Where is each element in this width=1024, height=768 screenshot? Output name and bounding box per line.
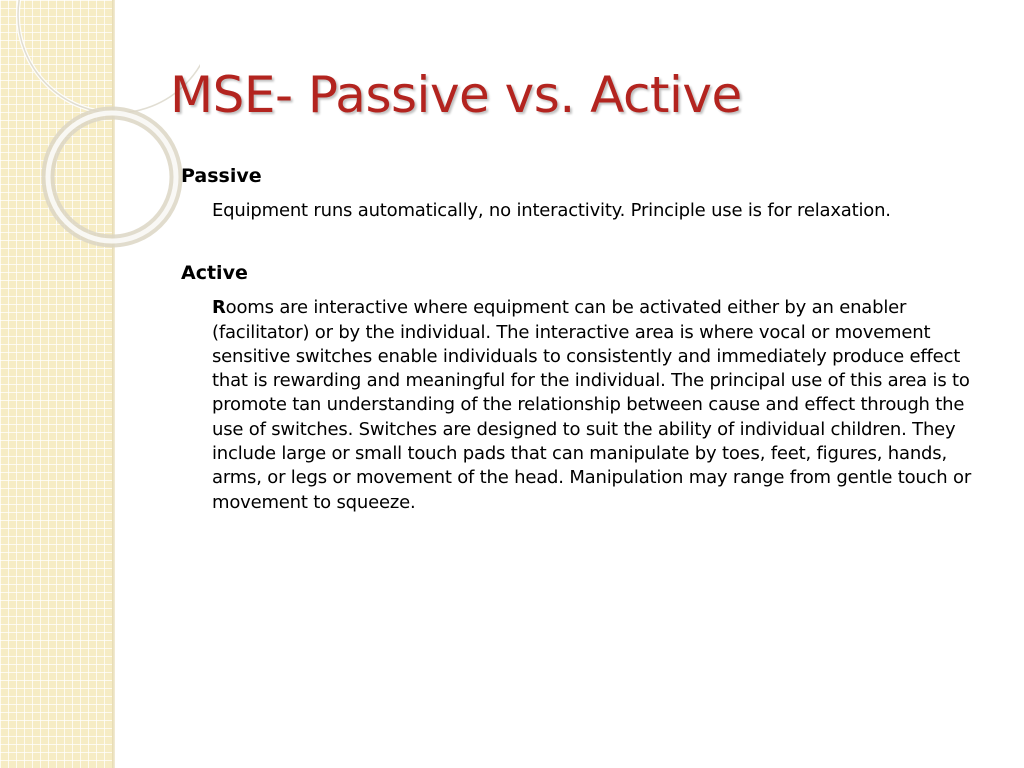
decorative-ring-small-highlight [48,113,176,241]
body-text-rest: ooms are interactive where equipment can be activated either by an enabler (facilitator) or by the individual. The interactive area is where vocal or movement sensitive switches enable individuals to consistently and immediately produce effect that is rewarding and meaningful for the individual. The principal use of this area is to promote tan understanding of the relationship between cause and effect through the use of switches. Switches are designed to suit the ability of individual children. They include large or small touch pads that can manipulate by toes, feet, figures, hands, arms, or legs or movement of the head. Manipulation may range from gentle touch or movement to squeeze. [212,297,972,513]
section-spacer [181,223,991,261]
section-heading-active: Active [181,262,248,285]
section-body-active [212,296,991,515]
section-heading-passive: Passive [181,165,262,187]
slide-title: MSE- Passive vs. Active [170,66,742,124]
decorative-circles [0,0,200,300]
section-body-passive: Equipment runs automatically, no interactivity. Principle use is for relaxation. [212,200,891,221]
body-initial-letter: R [212,297,226,319]
slide-body [181,164,991,515]
